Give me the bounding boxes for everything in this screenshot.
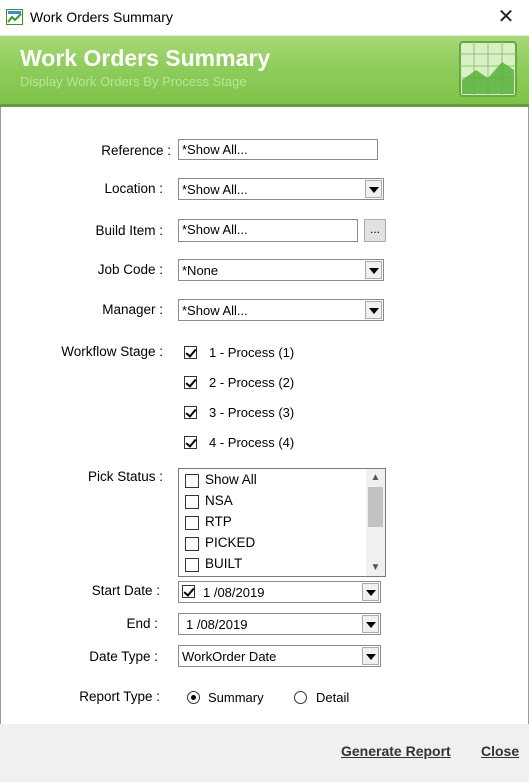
form-panel	[0, 107, 529, 724]
build-item-label: Build Item :	[95, 223, 163, 238]
app-icon	[6, 9, 23, 25]
pick-status-checkbox[interactable]	[185, 474, 199, 488]
workflow-stage-3-checkbox[interactable]	[184, 406, 197, 419]
list-item-label: Show All	[205, 472, 257, 487]
start-date-checkbox[interactable]	[182, 585, 195, 598]
location-value: *Show All...	[182, 182, 248, 197]
banner-title: Work Orders Summary	[20, 45, 271, 71]
date-type-value: WorkOrder Date	[182, 649, 277, 664]
listbox-scrollbar[interactable]	[366, 469, 385, 576]
job-code-select[interactable]	[178, 259, 384, 281]
detail-radio-label: Detail	[316, 690, 350, 705]
end-date-value: 1 /08/2019	[186, 617, 248, 632]
dropdown-arrow-icon[interactable]	[365, 180, 382, 198]
pick-status-listbox[interactable]	[178, 468, 386, 577]
workflow-stage-2-checkbox[interactable]	[184, 376, 197, 389]
job-code-value: *None	[182, 263, 219, 278]
dropdown-arrow-icon[interactable]	[362, 615, 379, 633]
start-date-value: 1 /08/2019	[203, 585, 265, 600]
list-item-label: RTP	[205, 514, 232, 529]
list-item-label: BUILT	[205, 556, 243, 571]
workflow-stage-1-checkbox[interactable]	[184, 346, 197, 359]
pick-status-label: Pick Status :	[87, 469, 163, 484]
location-select[interactable]	[178, 178, 384, 200]
window-title: Work Orders Summary	[30, 9, 173, 25]
start-date-label: Start Date :	[91, 583, 160, 598]
workflow-stage-4-checkbox[interactable]	[184, 436, 197, 449]
workflow-stage-4-label: 4 - Process (4)	[209, 435, 295, 450]
pick-status-checkbox[interactable]	[185, 558, 199, 572]
generate-report-link[interactable]: Generate Report	[341, 743, 451, 759]
chart-spreadsheet-icon	[458, 40, 518, 98]
job-code-label: Job Code :	[97, 262, 163, 277]
dropdown-arrow-icon[interactable]	[365, 301, 382, 319]
pick-status-checkbox[interactable]	[185, 516, 199, 530]
scroll-up-icon[interactable]: ▲	[370, 472, 381, 483]
end-date-label: End :	[126, 616, 158, 631]
report-type-label: Report Type :	[79, 689, 160, 704]
workflow-stage-3-label: 3 - Process (3)	[209, 405, 295, 420]
manager-value: *Show All...	[182, 303, 248, 318]
workflow-stage-label: Workflow Stage :	[61, 344, 163, 359]
reference-label: Reference :	[101, 143, 171, 158]
close-link[interactable]: Close	[481, 743, 520, 759]
date-type-select[interactable]	[178, 645, 381, 667]
browse-build-item-button[interactable]: ...	[364, 219, 386, 242]
pick-status-checkbox[interactable]	[185, 495, 199, 509]
end-date-picker[interactable]	[178, 613, 381, 635]
list-item-label: PICKED	[205, 535, 256, 550]
pick-status-checkbox[interactable]	[185, 537, 199, 551]
close-window-icon[interactable]: ✕	[497, 6, 515, 28]
footer-bar	[0, 724, 529, 782]
detail-radio[interactable]	[294, 691, 307, 704]
summary-radio[interactable]	[187, 691, 200, 704]
dropdown-arrow-icon[interactable]	[362, 647, 379, 665]
summary-radio-label: Summary	[208, 690, 264, 705]
manager-label: Manager :	[102, 302, 163, 317]
workflow-stage-1-label: 1 - Process (1)	[209, 345, 295, 360]
dropdown-arrow-icon[interactable]	[362, 583, 379, 601]
scroll-thumb[interactable]	[368, 487, 383, 527]
list-item-label: NSA	[205, 493, 233, 508]
reference-input[interactable]: *Show All...	[178, 139, 378, 160]
dropdown-arrow-icon[interactable]	[365, 261, 382, 279]
header-banner	[0, 36, 529, 104]
location-label: Location :	[104, 181, 163, 196]
manager-select[interactable]	[178, 299, 384, 321]
banner-subtitle: Display Work Orders By Process Stage	[20, 74, 247, 89]
workflow-stage-2-label: 2 - Process (2)	[209, 375, 295, 390]
title-bar	[0, 0, 529, 36]
start-date-picker[interactable]	[178, 581, 381, 603]
build-item-input[interactable]: *Show All...	[178, 219, 358, 242]
scroll-down-icon[interactable]: ▼	[370, 562, 381, 573]
date-type-label: Date Type :	[89, 649, 158, 664]
